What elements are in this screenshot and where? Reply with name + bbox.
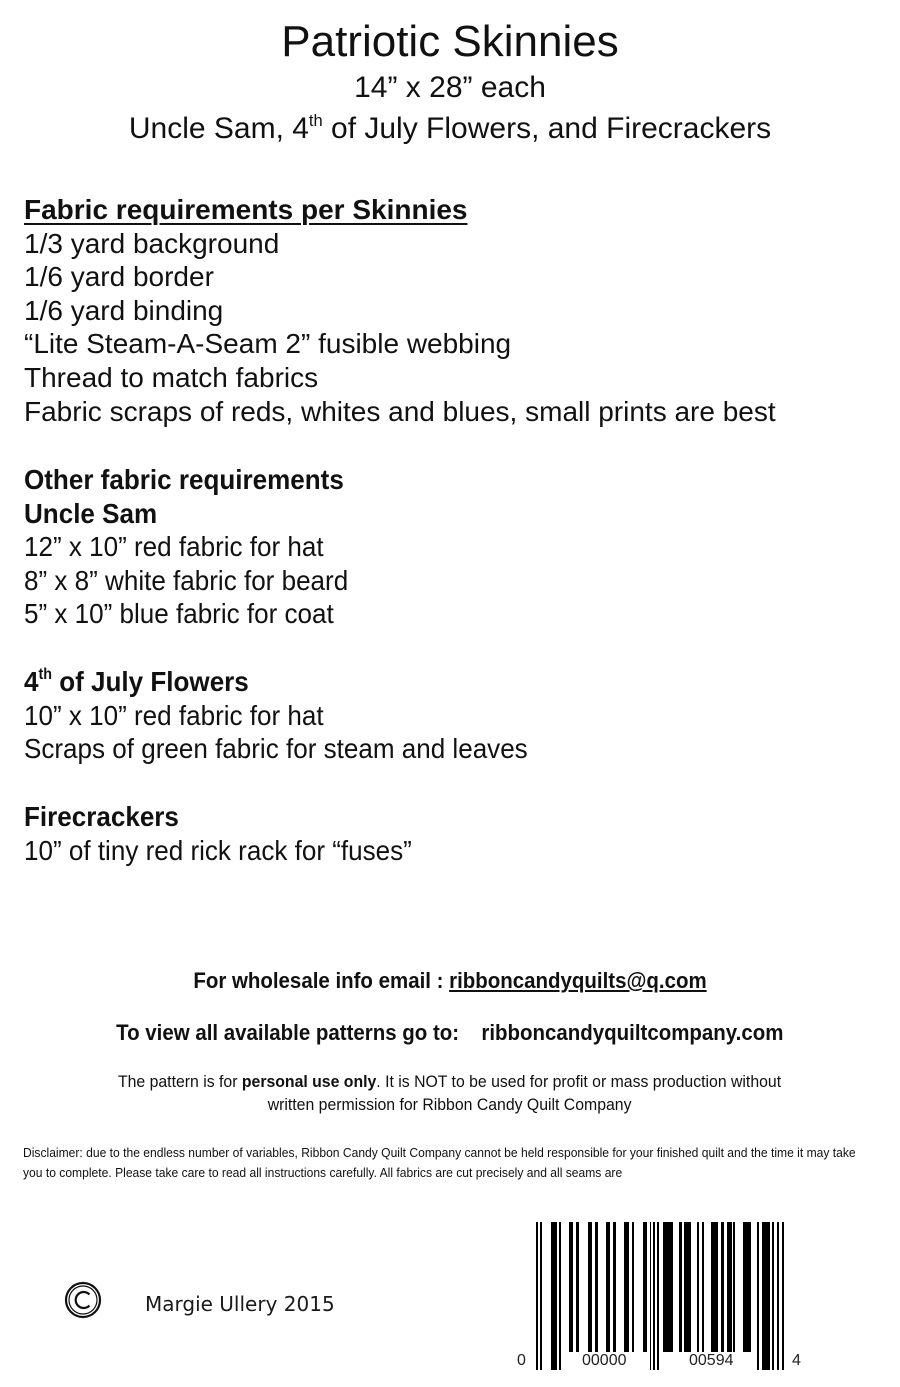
disclaimer: [23, 1143, 863, 1182]
other-requirements-heading: [24, 463, 373, 497]
july-flowers-section: [24, 665, 566, 766]
disclaimer-text: Disclaimer: due to the endless number of variables, Ribbon Candy Quilt Company cannot be held responsible for your finished quilt and the time it may take you to complete. Please take care to read all instructions carefully. All fabrics are cut precisely and all seams are: [23, 1145, 856, 1180]
wholesale-label: For wholesale info email :: [193, 968, 450, 993]
other-requirements-section: [24, 463, 373, 631]
list-item-text: 10” x 10” red fabric for hat: [24, 699, 324, 731]
barcode-digit-system: 0: [517, 1352, 526, 1369]
july-flowers-heading-text: [24, 665, 249, 699]
wholesale-email-link[interactable]: ribboncandyquilts@q.com: [449, 968, 707, 993]
copyright-icon: [64, 1281, 102, 1319]
list-item: [24, 530, 373, 564]
pattern-designs: [0, 110, 900, 148]
wholesale-line: [193, 966, 706, 996]
firecrackers-section: [24, 800, 441, 867]
designs-suffix: of July Flowers, and Firecrackers: [322, 112, 772, 145]
heading-suffix: of July Flowers: [52, 666, 249, 697]
list-item: [24, 834, 441, 868]
usage-line-2: written permission for Ribbon Candy Quilt Company: [268, 1095, 632, 1114]
list-item: Thread to match fabrics: [24, 361, 319, 393]
list-item-text: Scraps of green fabric for steam and leaves: [24, 733, 528, 765]
list-item: [24, 597, 373, 631]
barcode-digit-check: 4: [792, 1352, 801, 1369]
uncle-sam-heading-text: Uncle Sam: [24, 497, 158, 529]
designs-ordinal: th: [308, 111, 323, 130]
list-item-text: 8” x 8” white fabric for beard: [24, 564, 349, 596]
list-item: 1/3 yard background: [24, 227, 280, 259]
usage-notice: [0, 1070, 900, 1116]
other-requirements-heading-text: Other fabric requirements: [24, 464, 344, 495]
uncle-sam-heading: [24, 497, 373, 531]
firecrackers-heading-text: Firecrackers: [24, 801, 179, 832]
heading-prefix: 4: [24, 666, 39, 697]
list-item: [24, 732, 566, 766]
fabric-requirements-heading: Fabric requirements per Skinnies: [24, 194, 468, 225]
usage-suffix: . It is NOT to be used for profit or mass production without: [376, 1072, 782, 1091]
designs-prefix: Uncle Sam, 4: [128, 112, 309, 145]
list-item: “Lite Steam-A-Seam 2” fusible webbing: [24, 328, 512, 360]
usage-prefix: The pattern is for: [118, 1072, 243, 1091]
list-item: Fabric scraps of reds, whites and blues, small prints are best: [24, 395, 776, 427]
fabric-requirements-section: [24, 193, 776, 428]
patterns-info: [0, 1018, 900, 1048]
usage-line-1: [118, 1070, 781, 1093]
patterns-website-link[interactable]: ribboncandyquiltcompany.com: [481, 1020, 784, 1045]
heading-ordinal: th: [38, 666, 53, 684]
author-credit: Margie Ullery 2015: [145, 1292, 335, 1316]
pattern-size: 14” x 28” each: [354, 71, 546, 104]
wholesale-info: [0, 966, 900, 996]
barcode: [500, 1210, 820, 1382]
list-item: 1/6 yard border: [24, 261, 214, 293]
july-flowers-heading: [24, 665, 566, 699]
list-item-text: 5” x 10” blue fabric for coat: [24, 598, 334, 630]
barcode-bars: [500, 1210, 820, 1382]
patterns-line: [116, 1018, 783, 1048]
list-item: [24, 564, 373, 598]
page-title: Patriotic Skinnies: [281, 17, 619, 66]
list-item: [24, 699, 566, 733]
list-item: 1/6 yard binding: [24, 294, 224, 326]
firecrackers-heading: [24, 800, 441, 834]
barcode-digits-right: 00594: [689, 1352, 734, 1369]
barcode-digits-left: 00000: [582, 1352, 627, 1369]
list-item-text: 10” of tiny red rick rack for “fuses”: [24, 834, 412, 866]
list-item-text: 12” x 10” red fabric for hat: [24, 531, 324, 563]
patterns-label: To view all available patterns go to:: [116, 1020, 460, 1045]
usage-emphasis: personal use only: [242, 1072, 377, 1091]
